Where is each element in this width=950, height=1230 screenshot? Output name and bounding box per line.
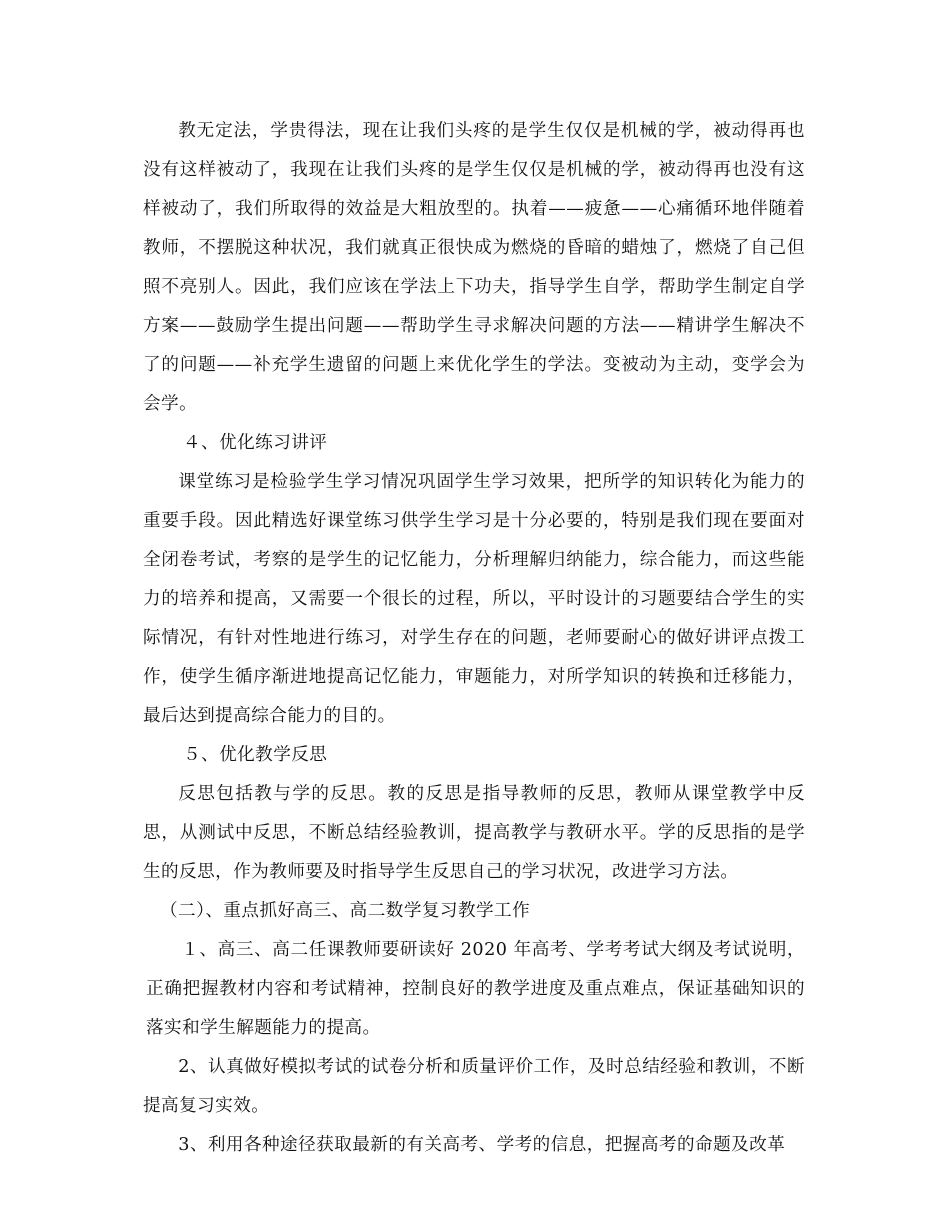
list-item-1: １、高三、高二任课教师要研读好 2020 年高考、学考考试大纲及考试说明，正确把握教材内容和考试精神，控制良好的教学进度及重点难点，保证基础知识的落实和学生解题能力的提高。 xyxy=(146,940,805,1038)
heading-optimize-teaching-reflection: ５、优化教学反思 xyxy=(183,745,328,765)
document-body xyxy=(143,112,805,1165)
heading-optimize-exercise-review: ４、优化练习讲评 xyxy=(183,433,328,453)
paragraph-learning-methods: 教无定法，学贵得法，现在让我们头疼的是学生仅仅是机械的学，被动得再也没有这样被动了，我现在让我们头疼的是学生仅仅是机械的学，被动得再也没有这样被动了，我们所取得的效益是大粗放型的。执着——疲惫——心痛循环地伴随着教师，不摆脱这种状况，我们就真正很快成为燃烧的昏暗的蜡烛了，燃烧了自己但照不亮别人。因此，我们应该在学法上下功夫，指导学生自学，帮助学生制定自学方案——鼓励学生提出问题——帮助学生寻求解决问题的方法——精讲学生解决不了的问题——补充学生遗留的问题上来优化学生的学法。变被动为主动，变学会为会学。 xyxy=(143,121,805,414)
paragraph-reflection: 反思包括教与学的反思。教的反思是指导教师的反思，教师从课堂教学中反思，从测试中反思，不断总结经验教训，提高教学与教研水平。学的反思指的是学生的反思，作为教师要及时指导学生反思自己的学习状况，改进学习方法。 xyxy=(143,784,805,882)
list-item-2: 2、认真做好模拟考试的试卷分析和质量评价工作，及时总结经验和教训，不断提高复习实效。 xyxy=(143,1057,805,1116)
list-item-3: 3、利用各种途径获取最新的有关高考、学考的信息，把握高考的命题及改革 xyxy=(178,1135,786,1155)
section-heading-review-work: （二）、重点抓好高三、高二数学复习教学工作 xyxy=(160,901,531,921)
paragraph-classroom-exercises: 课堂练习是检验学生学习情况巩固学生学习效果，把所学的知识转化为能力的重要手段。因此精选好课堂练习供学生学习是十分必要的，特别是我们现在要面对全闭卷考试，考察的是学生的记忆能力，分析理解归纳能力，综合能力，而这些能力的培养和提高，又需要一个很长的过程，所以，平时设计的习题要结合学生的实际情况，有针对性地进行练习，对学生存在的问题，老师要耐心的做好讲评点拨工作，使学生循序渐进地提高记忆能力，审题能力，对所学知识的转换和迁移能力，最后达到提高综合能力的目的。 xyxy=(143,472,805,726)
